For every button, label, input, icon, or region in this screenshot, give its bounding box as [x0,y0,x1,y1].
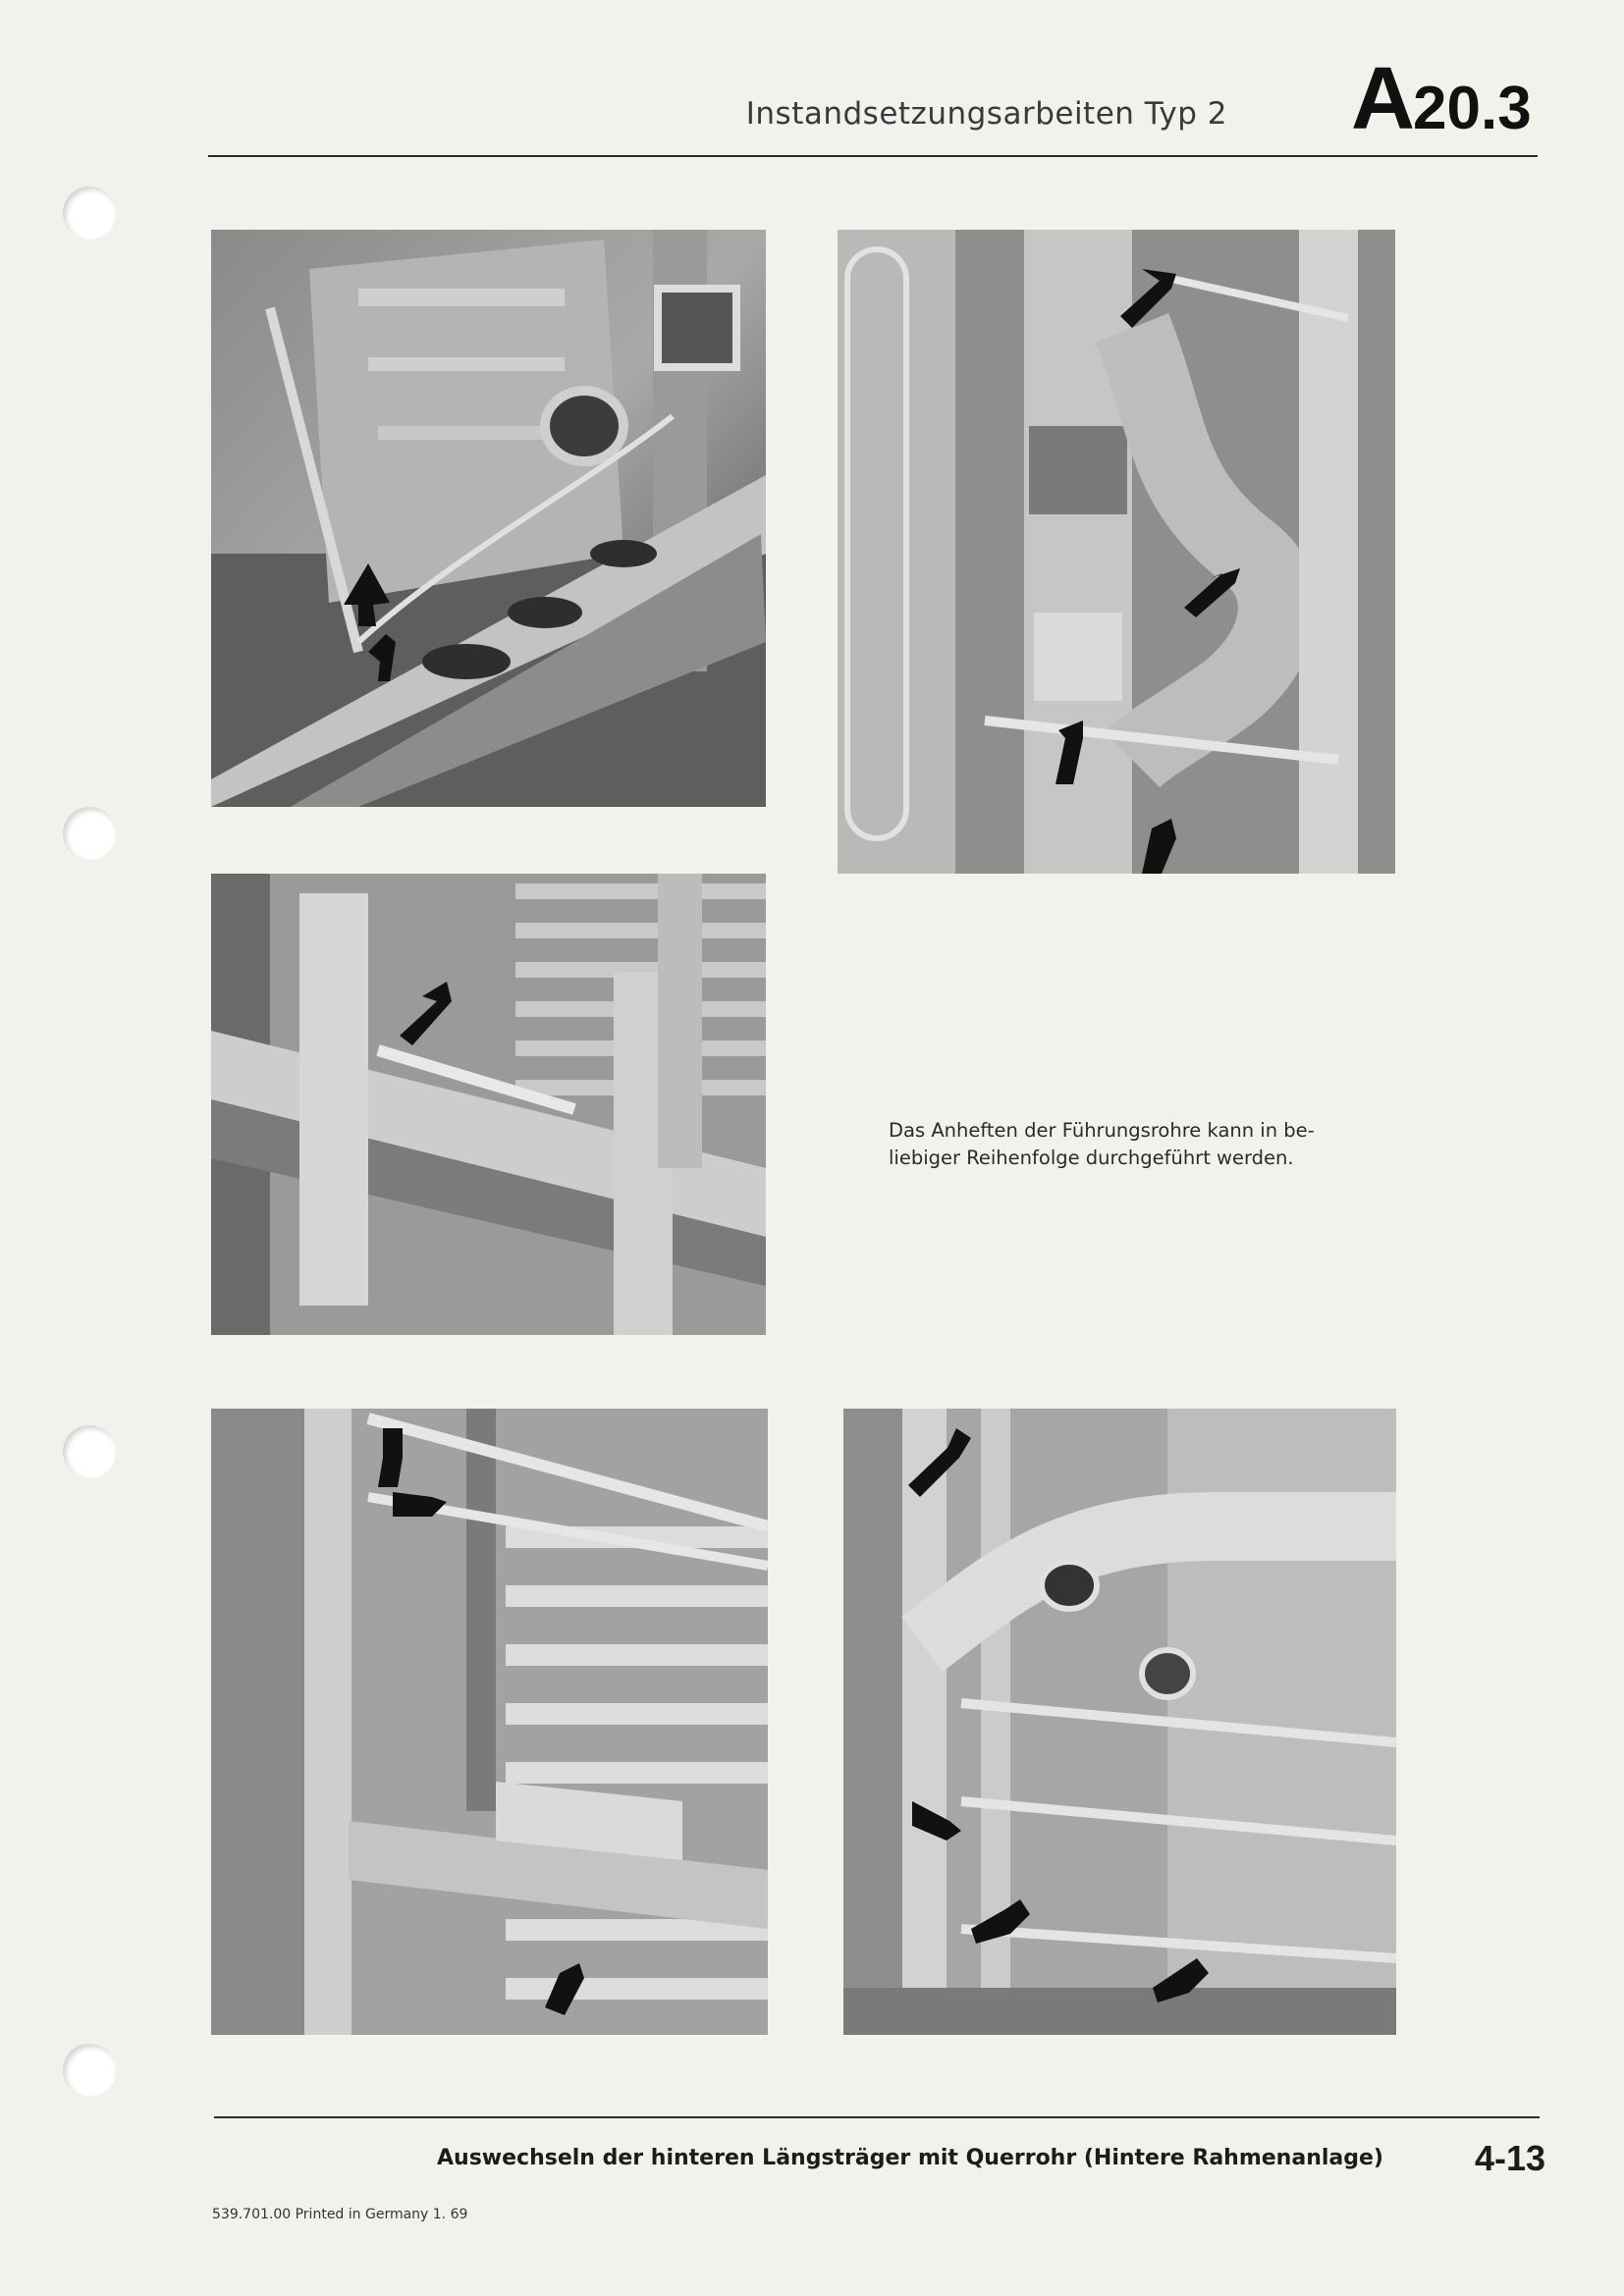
section-number: 20.3 [1413,75,1532,142]
figure-5-illustration [843,1409,1396,2035]
punch-hole-2 [63,807,116,860]
figure-4-illustration [211,1409,768,2035]
manual-title: Instandsetzungsarbeiten Typ 2 [745,96,1227,132]
footer-title: Auswechseln der hinteren Längsträger mit Querrohr (Hintere Rahmenanlage) [437,2146,1383,2170]
punch-hole-3 [63,1425,116,1478]
figure-caption [889,1117,1399,1172]
figure-4-photo [211,1409,768,2035]
figure-2-photo [838,230,1395,874]
figure-1-photo [211,230,766,807]
header-rule [208,155,1538,157]
figure-3-illustration [211,874,766,1335]
page-number: 4-13 [1475,2138,1546,2178]
section-prefix: A [1351,50,1413,148]
footer-rule [214,2116,1540,2118]
figure-2-illustration [838,230,1395,874]
caption-line-1: Das Anheften der Führungsrohre kann in be- [889,1119,1315,1142]
figure-3-photo [211,874,766,1335]
figure-1-illustration [211,230,766,807]
section-code [1351,49,1532,150]
punch-hole-4 [63,2044,116,2097]
figure-5-photo [843,1409,1396,2035]
punch-hole-1 [63,187,116,240]
caption-line-2: liebiger Reihenfolge durchgeführt werden. [889,1147,1294,1169]
print-info: 539.701.00 Printed in Germany 1. 69 [212,2207,468,2222]
